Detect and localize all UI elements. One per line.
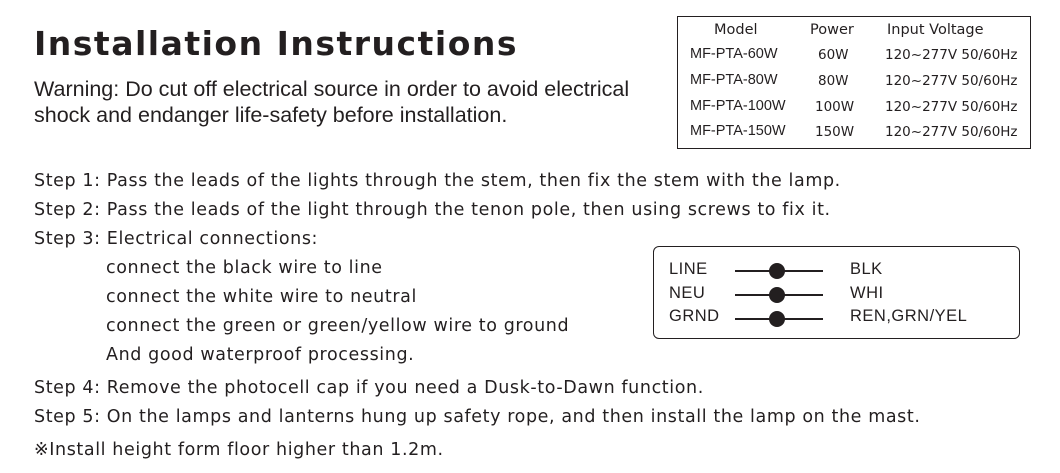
step-2: Step 2: Pass the leads of the light through the tenon pole, then using screws to fix it. (34, 200, 831, 220)
table-row-model: MF-PTA-100W (690, 98, 786, 114)
table-row-power: 150W (815, 124, 855, 140)
table-row-voltage: 120~277V 50/60Hz (885, 47, 1018, 63)
step-1: Step 1: Pass the leads of the lights through the stem, then fix the stem with the lamp. (34, 171, 841, 191)
table-row-model: MF-PTA-80W (690, 72, 778, 88)
wire-color-label: BLK (850, 260, 883, 278)
terminal-label: LINE (669, 260, 708, 278)
warning-line-2: shock and endanger life-safety before installation. (34, 103, 508, 127)
terminal-label: GRND (669, 307, 720, 325)
table-row-power: 100W (815, 99, 855, 115)
table-row-voltage: 120~277V 50/60Hz (885, 73, 1018, 89)
header-model: Model (714, 22, 758, 38)
table-row-model: MF-PTA-60W (690, 46, 778, 62)
header-voltage: Input Voltage (887, 22, 984, 38)
table-row-voltage: 120~277V 50/60Hz (885, 124, 1018, 140)
table-row-model: MF-PTA-150W (690, 123, 786, 139)
wire-color-label: REN,GRN/YEL (850, 307, 968, 325)
wire-connector-icon (735, 270, 823, 272)
connector-dot-icon (769, 287, 785, 303)
step-3-substep: connect the white wire to neutral (106, 287, 417, 307)
step-3-substep: And good waterproof processing. (106, 345, 415, 365)
step-4: Step 4: Remove the photocell cap if you need a Dusk-to-Dawn function. (34, 378, 704, 398)
step-3: Step 3: Electrical connections: (34, 229, 319, 249)
install-height-note: ※Install height form floor higher than 1.2m. (34, 440, 444, 460)
warning-line-1: Warning: Do cut off electrical source in order to avoid electrical (34, 77, 630, 101)
wire-connector-icon (735, 294, 823, 296)
wire-color-label: WHI (850, 284, 884, 302)
connector-dot-icon (769, 311, 785, 327)
table-row-voltage: 120~277V 50/60Hz (885, 99, 1018, 115)
header-power: Power (810, 22, 854, 38)
table-row-power: 60W (818, 47, 849, 63)
model-table (677, 16, 1031, 149)
connector-dot-icon (769, 263, 785, 279)
terminal-label: NEU (669, 284, 706, 302)
wiring-diagram (653, 246, 1020, 339)
table-row-power: 80W (818, 73, 849, 89)
step-5: Step 5: On the lamps and lanterns hung up safety rope, and then install the lamp on the mast. (34, 407, 921, 427)
step-3-substep: connect the black wire to line (106, 258, 383, 278)
page-title: Installation Instructions (34, 24, 518, 63)
warning-text (34, 76, 674, 128)
wire-connector-icon (735, 318, 823, 320)
step-3-substep: connect the green or green/yellow wire to ground (106, 316, 570, 336)
